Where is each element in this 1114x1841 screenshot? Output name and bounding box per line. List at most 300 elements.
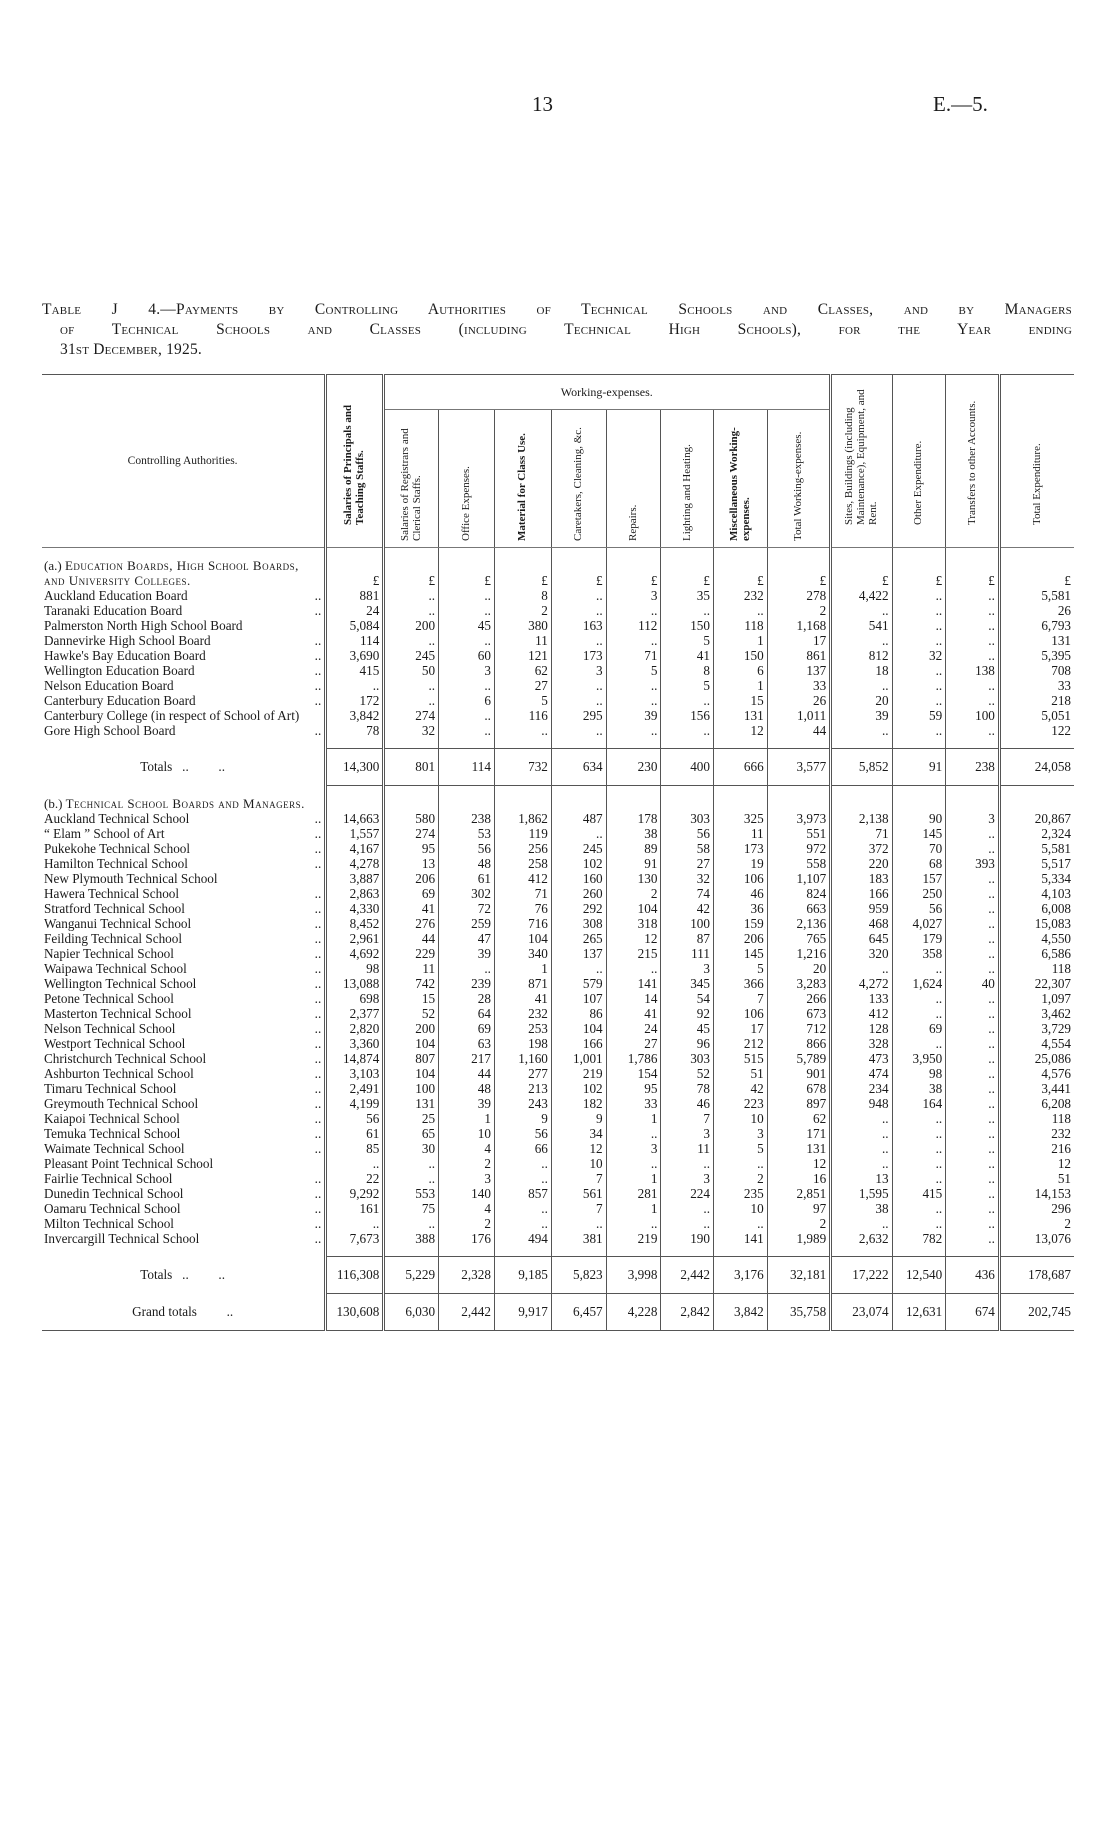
cell-value: 213 — [494, 1081, 551, 1096]
total-value: 6,030 — [384, 1294, 439, 1331]
table-row — [42, 1051, 1074, 1066]
table-row — [42, 871, 1074, 886]
leader-dots: .. — [314, 856, 322, 871]
cell-value: 277 — [494, 1066, 551, 1081]
cell-value: 1 — [494, 961, 551, 976]
cell-value: 68 — [892, 856, 946, 871]
cell-value: 3 — [606, 1141, 661, 1156]
cell-value: 11 — [384, 961, 439, 976]
leader-dots: .. — [314, 1066, 322, 1081]
cell-value: 131 — [713, 708, 767, 723]
cell-value: 1 — [606, 1201, 661, 1216]
cell-value: 5,395 — [999, 648, 1074, 663]
cell-value: 119 — [494, 826, 551, 841]
section-b-heading-row — [42, 796, 1074, 811]
cell-value: 824 — [767, 886, 831, 901]
table-row — [42, 916, 1074, 931]
cell-value: 98 — [326, 961, 384, 976]
cell-value: .. — [606, 1126, 661, 1141]
row-authority-name — [42, 1036, 326, 1051]
leader-dots: .. — [314, 841, 322, 856]
row-authority-name — [42, 1096, 326, 1111]
cell-value: 97 — [767, 1201, 831, 1216]
leader-dots: .. — [314, 1021, 322, 1036]
cell-value: 183 — [831, 871, 892, 886]
cell-value: 807 — [384, 1051, 439, 1066]
cell-value: 972 — [767, 841, 831, 856]
table-row — [42, 603, 1074, 618]
cell-value: 100 — [661, 916, 714, 931]
leader-dots: .. — [314, 946, 322, 961]
cell-value: 52 — [384, 1006, 439, 1021]
total-value: 634 — [551, 749, 606, 786]
leader-dots: .. — [314, 1096, 322, 1111]
cell-value: .. — [439, 633, 495, 648]
cell-value: 1,097 — [999, 991, 1074, 1006]
cell-value: 75 — [384, 1201, 439, 1216]
cell-value: 98 — [892, 1066, 946, 1081]
total-value: 400 — [661, 749, 714, 786]
table-row — [42, 946, 1074, 961]
cell-value: 19 — [713, 856, 767, 871]
cell-value: 16 — [767, 1171, 831, 1186]
cell-value: 487 — [551, 811, 606, 826]
leader-dots: .. — [314, 1216, 322, 1231]
table-row — [42, 588, 1074, 603]
cell-value: 1,168 — [767, 618, 831, 633]
cell-value: 33 — [767, 678, 831, 693]
cell-value: .. — [892, 1006, 946, 1021]
cell-value: .. — [551, 678, 606, 693]
cell-value: 9,292 — [326, 1186, 384, 1201]
row-authority-name — [42, 693, 326, 708]
cell-value: .. — [946, 633, 1000, 648]
cell-value: 4,692 — [326, 946, 384, 961]
cell-value: .. — [892, 1216, 946, 1231]
section-b-heading — [42, 796, 326, 811]
cell-value: 292 — [551, 901, 606, 916]
row-authority-name — [42, 1156, 326, 1171]
header-salaries-registrars-text: Salaries of Registrars and Clerical Staffs. — [399, 428, 424, 542]
total-value: 436 — [946, 1257, 1000, 1294]
row-authority-name — [42, 811, 326, 826]
header-office-expenses — [439, 410, 495, 548]
currency-symbol: £ — [494, 558, 551, 588]
cell-value: .. — [384, 1171, 439, 1186]
cell-value: 17 — [713, 1021, 767, 1036]
row-authority-name — [42, 856, 326, 871]
cell-value: 182 — [551, 1096, 606, 1111]
cell-value: 25,086 — [999, 1051, 1074, 1066]
cell-value: 393 — [946, 856, 1000, 871]
cell-value: .. — [661, 603, 714, 618]
header-lighting-heating-text: Lighting and Heating. — [680, 444, 693, 542]
total-value: 23,074 — [831, 1294, 892, 1331]
cell-value: 558 — [767, 856, 831, 871]
cell-value: 224 — [661, 1186, 714, 1201]
table-row — [42, 693, 1074, 708]
cell-value: 114 — [326, 633, 384, 648]
cell-value: 3 — [551, 663, 606, 678]
cell-value: 128 — [831, 1021, 892, 1036]
cell-value: 551 — [767, 826, 831, 841]
cell-value: 24 — [326, 603, 384, 618]
cell-value: 64 — [439, 1006, 495, 1021]
authority-name-text: Hawera Technical School — [44, 886, 180, 901]
row-authority-name — [42, 603, 326, 618]
row-authority-name — [42, 678, 326, 693]
cell-value: 3,950 — [892, 1051, 946, 1066]
cell-value: .. — [439, 678, 495, 693]
cell-value: .. — [661, 1156, 714, 1171]
cell-value: 7 — [551, 1171, 606, 1186]
section-a-prefix: (a.) — [44, 558, 62, 573]
cell-value: .. — [494, 1156, 551, 1171]
cell-value: 473 — [831, 1051, 892, 1066]
leader-dots: .. — [314, 886, 322, 901]
leader-dots: .. — [314, 1201, 322, 1216]
cell-value: 200 — [384, 1021, 439, 1036]
leader-dots: .. — [314, 811, 322, 826]
cell-value: 22 — [326, 1171, 384, 1186]
cell-value: 65 — [384, 1126, 439, 1141]
cell-value: .. — [946, 826, 1000, 841]
currency-symbol: £ — [767, 558, 831, 588]
cell-value: 107 — [551, 991, 606, 1006]
cell-value: .. — [606, 678, 661, 693]
currency-symbol: £ — [326, 558, 384, 588]
authority-name-text: Waipawa Technical School — [44, 961, 187, 976]
cell-value: 259 — [439, 916, 495, 931]
cell-value: 14,153 — [999, 1186, 1074, 1201]
cell-value: 1,216 — [767, 946, 831, 961]
cell-value: 14 — [606, 991, 661, 1006]
cell-value: 2,324 — [999, 826, 1074, 841]
cell-value: 33 — [999, 678, 1074, 693]
cell-value: 46 — [713, 886, 767, 901]
cell-value: 4,554 — [999, 1036, 1074, 1051]
cell-value: 118 — [999, 961, 1074, 976]
cell-value: 95 — [384, 841, 439, 856]
cell-value: 3,690 — [326, 648, 384, 663]
cell-value: 118 — [713, 618, 767, 633]
cell-value: 63 — [439, 1036, 495, 1051]
cell-value: 358 — [892, 946, 946, 961]
cell-value: .. — [384, 693, 439, 708]
cell-value: 10 — [713, 1201, 767, 1216]
cell-value: 138 — [946, 663, 1000, 678]
cell-value: 1,862 — [494, 811, 551, 826]
cell-value: 712 — [767, 1021, 831, 1036]
cell-value: 302 — [439, 886, 495, 901]
authority-name-text: New Plymouth Technical School — [44, 871, 218, 886]
cell-value: 2 — [439, 1216, 495, 1231]
cell-value: 12 — [767, 1156, 831, 1171]
row-authority-name — [42, 826, 326, 841]
authority-name-text: Petone Technical School — [44, 991, 174, 1006]
total-value: 6,457 — [551, 1294, 606, 1331]
authority-name-text: Dannevirke High School Board — [44, 633, 211, 648]
cell-value: 36 — [713, 901, 767, 916]
leader-dots: .. — [314, 1141, 322, 1156]
authority-name-text: Canterbury College (in respect of School of Art) — [44, 708, 300, 723]
cell-value: 266 — [767, 991, 831, 1006]
authority-name-text: Waimate Technical School — [44, 1141, 185, 1156]
cell-value: .. — [831, 678, 892, 693]
cell-value: 150 — [661, 618, 714, 633]
cell-value: 2 — [439, 1156, 495, 1171]
header-sites-buildings-text: Sites, Buildings (including Maintenance), Equipment, and Rent. — [843, 389, 880, 525]
cell-value: 232 — [494, 1006, 551, 1021]
currency-symbol: £ — [713, 558, 767, 588]
table-row — [42, 976, 1074, 991]
leader-dots: .. — [314, 1006, 322, 1021]
cell-value: 112 — [606, 618, 661, 633]
row-authority-name — [42, 633, 326, 648]
row-authority-name — [42, 1006, 326, 1021]
cell-value: .. — [713, 603, 767, 618]
total-value: 114 — [439, 749, 495, 786]
cell-value: .. — [892, 1036, 946, 1051]
cell-value: 4,278 — [326, 856, 384, 871]
leader-dots: .. — [314, 1111, 322, 1126]
cell-value: 39 — [439, 946, 495, 961]
cell-value: .. — [494, 723, 551, 738]
cell-value: 56 — [439, 841, 495, 856]
cell-value: 8 — [661, 663, 714, 678]
cell-value: .. — [606, 1156, 661, 1171]
authority-name-text: Masterton Technical School — [44, 1006, 192, 1021]
table-row — [42, 1096, 1074, 1111]
cell-value: 2,851 — [767, 1186, 831, 1201]
total-value: 4,228 — [606, 1294, 661, 1331]
authority-name-text: Wellington Technical School — [44, 976, 197, 991]
cell-value: 215 — [606, 946, 661, 961]
cell-value: .. — [831, 961, 892, 976]
cell-value: 3,462 — [999, 1006, 1074, 1021]
cell-value: 5 — [713, 961, 767, 976]
authority-name-text: Pleasant Point Technical School — [44, 1156, 214, 1171]
cell-value: .. — [946, 871, 1000, 886]
cell-value: 52 — [661, 1066, 714, 1081]
row-authority-name — [42, 1051, 326, 1066]
leader-dots: .. — [314, 931, 322, 946]
cell-value: 3,103 — [326, 1066, 384, 1081]
table-row — [42, 1186, 1074, 1201]
section-b — [42, 796, 1074, 811]
cell-value: 157 — [892, 871, 946, 886]
cell-value: 56 — [326, 1111, 384, 1126]
cell-value: 42 — [713, 1081, 767, 1096]
table-row — [42, 1141, 1074, 1156]
cell-value: .. — [606, 1216, 661, 1231]
table-row — [42, 991, 1074, 1006]
cell-value: 206 — [384, 871, 439, 886]
leader-dots: .. — [314, 826, 322, 841]
cell-value: 118 — [999, 1111, 1074, 1126]
table-row — [42, 663, 1074, 678]
cell-value: .. — [831, 633, 892, 648]
cell-value: 345 — [661, 976, 714, 991]
cell-value: 515 — [713, 1051, 767, 1066]
cell-value: 219 — [551, 1066, 606, 1081]
header-total-working — [767, 410, 831, 548]
authority-name-text: Wanganui Technical School — [44, 916, 192, 931]
cell-value: 235 — [713, 1186, 767, 1201]
row-authority-name — [42, 976, 326, 991]
cell-value: .. — [551, 1216, 606, 1231]
cell-value: .. — [661, 693, 714, 708]
cell-value: 34 — [551, 1126, 606, 1141]
total-value: 3,998 — [606, 1257, 661, 1294]
authority-name-text: Timaru Technical School — [44, 1081, 177, 1096]
cell-value: .. — [946, 678, 1000, 693]
cell-value: .. — [892, 1111, 946, 1126]
cell-value: 3 — [439, 1171, 495, 1186]
cell-value: 412 — [494, 871, 551, 886]
table-row — [42, 1171, 1074, 1186]
cell-value: 579 — [551, 976, 606, 991]
cell-value: .. — [713, 1156, 767, 1171]
cell-value: 26 — [999, 603, 1074, 618]
cell-value: 5 — [494, 693, 551, 708]
cell-value: 3 — [661, 1171, 714, 1186]
cell-value: 41 — [606, 1006, 661, 1021]
cell-value: 69 — [384, 886, 439, 901]
cell-value: 122 — [999, 723, 1074, 738]
cell-value: 121 — [494, 648, 551, 663]
cell-value: 260 — [551, 886, 606, 901]
table-row — [42, 1201, 1074, 1216]
cell-value: 415 — [892, 1186, 946, 1201]
total-value: 178,687 — [999, 1257, 1074, 1294]
cell-value: 17 — [767, 633, 831, 648]
cell-value: 295 — [551, 708, 606, 723]
total-value: 14,300 — [326, 749, 384, 786]
cell-value: .. — [831, 1111, 892, 1126]
cell-value: 340 — [494, 946, 551, 961]
cell-value: 38 — [606, 826, 661, 841]
cell-value: .. — [831, 1156, 892, 1171]
cell-value: 2,136 — [767, 916, 831, 931]
row-authority-name — [42, 871, 326, 886]
cell-value: 673 — [767, 1006, 831, 1021]
cell-value: .. — [551, 826, 606, 841]
cell-value: 78 — [661, 1081, 714, 1096]
cell-value: 1,160 — [494, 1051, 551, 1066]
cell-value: 104 — [384, 1066, 439, 1081]
cell-value: 6,008 — [999, 901, 1074, 916]
row-authority-name — [42, 588, 326, 603]
authority-name-text: Gore High School Board — [44, 723, 176, 738]
cell-value: 33 — [606, 1096, 661, 1111]
cell-value: 6,586 — [999, 946, 1074, 961]
cell-value: 274 — [384, 708, 439, 723]
cell-value: .. — [946, 1081, 1000, 1096]
table-row — [42, 1006, 1074, 1021]
row-authority-name — [42, 708, 326, 723]
leader-dots: .. — [314, 1126, 322, 1141]
cell-value: 9 — [551, 1111, 606, 1126]
title-line-1: Table J 4.—Payments by Controlling Authorities of Technical Schools and Classes, and by Managers — [42, 301, 1072, 318]
cell-value: 372 — [831, 841, 892, 856]
cell-value: 4,167 — [326, 841, 384, 856]
cell-value: .. — [384, 603, 439, 618]
cell-value: 150 — [713, 648, 767, 663]
cell-value: 32 — [892, 648, 946, 663]
cell-value: 137 — [551, 946, 606, 961]
cell-value: .. — [892, 633, 946, 648]
cell-value: 5,051 — [999, 708, 1074, 723]
cell-value: 857 — [494, 1186, 551, 1201]
cell-value: 59 — [892, 708, 946, 723]
cell-value: .. — [439, 723, 495, 738]
row-authority-name — [42, 961, 326, 976]
cell-value: 303 — [661, 1051, 714, 1066]
row-authority-name — [42, 1021, 326, 1036]
leader-dots: .. — [314, 991, 322, 1006]
cell-value: 11 — [494, 633, 551, 648]
table-row — [42, 1111, 1074, 1126]
cell-value: 901 — [767, 1066, 831, 1081]
cell-value: .. — [831, 603, 892, 618]
cell-value: 178 — [606, 811, 661, 826]
authority-name-text: Nelson Technical School — [44, 1021, 176, 1036]
header-lighting-heating — [661, 410, 714, 548]
cell-value: 44 — [767, 723, 831, 738]
authority-name-text: Canterbury Education Board — [44, 693, 196, 708]
cell-value: 14,663 — [326, 811, 384, 826]
cell-value: .. — [831, 1216, 892, 1231]
header-salaries-principals-text: Salaries of Principals and Teaching Staffs. — [342, 404, 367, 525]
section-a-heading — [42, 558, 326, 588]
cell-value: 12 — [713, 723, 767, 738]
cell-value: 39 — [606, 708, 661, 723]
cell-value: 4,330 — [326, 901, 384, 916]
cell-value: 328 — [831, 1036, 892, 1051]
cell-value: 553 — [384, 1186, 439, 1201]
cell-value: 220 — [831, 856, 892, 871]
cell-value: .. — [892, 1201, 946, 1216]
section-a-rows — [42, 588, 1074, 738]
total-value: 674 — [946, 1294, 1000, 1331]
cell-value: 41 — [384, 901, 439, 916]
cell-value: 38 — [892, 1081, 946, 1096]
cell-value: 645 — [831, 931, 892, 946]
authority-name-text: Wellington Education Board — [44, 663, 195, 678]
table-header — [42, 375, 1074, 548]
authority-name-text: Westport Technical School — [44, 1036, 186, 1051]
cell-value: 46 — [661, 1096, 714, 1111]
table-row — [42, 1231, 1074, 1246]
row-authority-name — [42, 901, 326, 916]
cell-value: 190 — [661, 1231, 714, 1246]
row-authority-name — [42, 886, 326, 901]
cell-value: .. — [946, 1036, 1000, 1051]
cell-value: 2,377 — [326, 1006, 384, 1021]
cell-value: 5,581 — [999, 588, 1074, 603]
total-value: 5,823 — [551, 1257, 606, 1294]
cell-value: 3,360 — [326, 1036, 384, 1051]
cell-value: .. — [946, 618, 1000, 633]
cell-value: 223 — [713, 1096, 767, 1111]
total-value: 9,185 — [494, 1257, 551, 1294]
cell-value: 176 — [439, 1231, 495, 1246]
cell-value: 56 — [661, 826, 714, 841]
table-row — [42, 961, 1074, 976]
cell-value: 27 — [661, 856, 714, 871]
cell-value: .. — [892, 1171, 946, 1186]
